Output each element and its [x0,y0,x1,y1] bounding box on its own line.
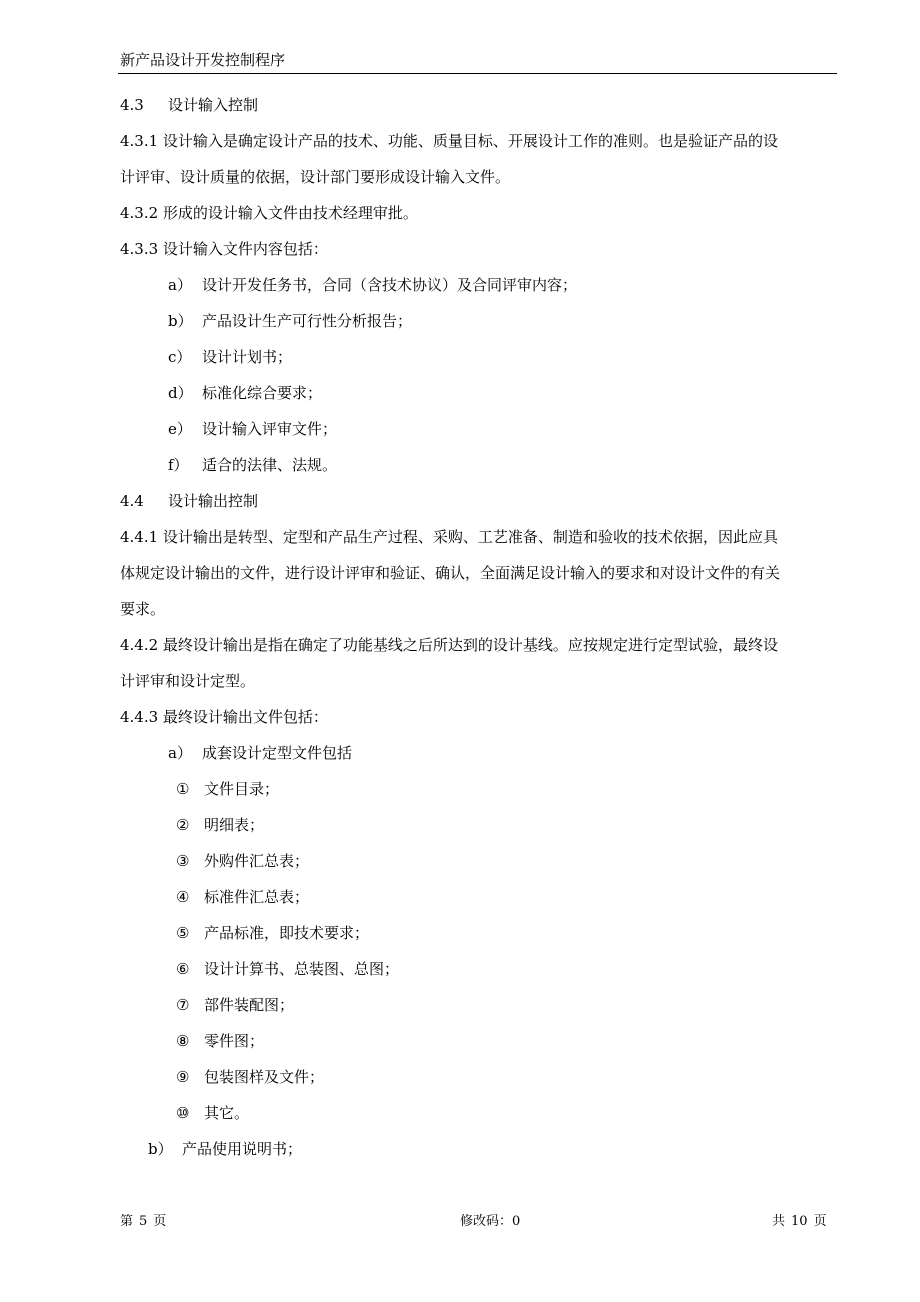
list-item-input-d [120,375,834,411]
list-text: 产品设计生产可行性分析报告； [202,312,413,330]
list-text: 成套设计定型文件包括 [202,744,353,762]
list-item-output-b [120,1131,834,1167]
list-item-output-a [120,735,834,771]
sublist-text: 设计计算书、总装图、总图； [204,960,400,978]
sublist-item-8 [120,1023,834,1059]
paragraph-4-4-1-line-3: 要求。 [120,600,166,618]
circled-number: ④ [176,888,190,906]
sublist-text: 其它。 [204,1104,250,1122]
list-label: c） [168,348,192,366]
revision-label: 修改码： [460,1214,513,1229]
paragraph-4-4-1-line-2: 体规定设计输出的文件，进行设计评审和验证、确认，全面满足设计输入的要求和对设计文件的有关 [120,564,781,582]
section-title: 设计输入控制 [168,96,259,114]
paragraph-4-4-1-line-1: 4.4.1 设计输出是转型、定型和产品生产过程、采购、工艺准备、制造和验收的技术依据，因此应具 [120,528,778,546]
sublist-text: 产品标准，即技术要求； [204,924,370,942]
sublist-item-4 [120,879,834,915]
paragraph-4-4-2-line-1: 4.4.2 最终设计输出是指在确定了功能基线之后所达到的设计基线。应按规定进行定型试验，最终设 [120,636,778,654]
circled-number: ① [176,780,190,798]
paragraph-4-4-2-line-2: 计评审和设计定型。 [120,672,256,690]
list-label: a） [168,276,192,294]
list-text: 标准化综合要求； [202,384,323,402]
sublist-text: 部件装配图； [204,996,295,1014]
sublist-item-3 [120,843,834,879]
circled-number: ⑨ [176,1068,190,1086]
sublist-text: 明细表； [204,816,265,834]
sublist-text: 文件目录； [204,780,280,798]
sublist-item-9 [120,1059,834,1095]
list-label: e） [168,420,192,438]
list-text: 设计输入评审文件； [202,420,338,438]
sublist-item-10 [120,1095,834,1131]
total-pages: 10 [791,1214,808,1229]
list-label: b） [168,312,193,330]
list-item-input-c [120,339,834,375]
circled-number: ⑧ [176,1032,190,1050]
circled-number: ⑦ [176,996,190,1014]
sublist-item-7 [120,987,834,1023]
section-number: 4.4 [120,492,144,510]
circled-number: ③ [176,852,190,870]
list-text: 设计计划书； [202,348,293,366]
list-label: f） [168,456,189,474]
sublist-item-5 [120,915,834,951]
list-label: d） [168,384,193,402]
footer-revision [460,1213,520,1231]
footer-total-pages [772,1213,827,1231]
sublist-text: 外购件汇总表； [204,852,310,870]
paragraph-4-3-3: 4.3.3 设计输入文件内容包括： [120,240,328,258]
section-4-3-heading [120,87,834,123]
list-label: b） [148,1140,173,1158]
header-divider [118,73,837,74]
list-text: 适合的法律、法规。 [202,456,338,474]
sublist-text: 零件图； [204,1032,265,1050]
sublist-item-2 [120,807,834,843]
page-number: 5 [139,1214,148,1229]
circled-number: ⑩ [176,1104,190,1122]
list-text: 设计开发任务书，合同（含技术协议）及合同评审内容； [202,276,578,294]
sublist-item-6 [120,951,834,987]
page-prefix: 第 [120,1214,134,1229]
list-item-input-b [120,303,834,339]
list-item-input-a [120,267,834,303]
list-text: 产品使用说明书； [182,1140,303,1158]
paragraph-4-4-3: 4.4.3 最终设计输出文件包括： [120,708,328,726]
total-prefix: 共 [772,1214,786,1229]
revision-value: 0 [512,1214,521,1229]
footer-page-number [120,1213,166,1231]
page-suffix: 页 [153,1214,167,1229]
paragraph-4-3-2: 4.3.2 形成的设计输入文件由技术经理审批。 [120,204,418,222]
section-title: 设计输出控制 [168,492,259,510]
section-4-4-heading [120,483,834,519]
list-item-input-f [120,447,834,483]
sublist-text: 包装图样及文件； [204,1068,325,1086]
paragraph-4-3-1-line-2: 计评审、设计质量的依据，设计部门要形成设计输入文件。 [120,168,511,186]
circled-number: ② [176,816,190,834]
list-label: a） [168,744,192,762]
circled-number: ⑥ [176,960,190,978]
list-item-input-e [120,411,834,447]
paragraph-4-3-1-line-1: 4.3.1 设计输入是确定设计产品的技术、功能、质量目标、开展设计工作的准则。也是验证产品的设 [120,132,778,150]
sublist-item-1 [120,771,834,807]
sublist-text: 标准件汇总表； [204,888,310,906]
circled-number: ⑤ [176,924,190,942]
document-header-title: 新产品设计开发控制程序 [120,51,286,69]
section-number: 4.3 [120,96,144,114]
document-body [120,87,834,1167]
total-suffix: 页 [813,1214,827,1229]
